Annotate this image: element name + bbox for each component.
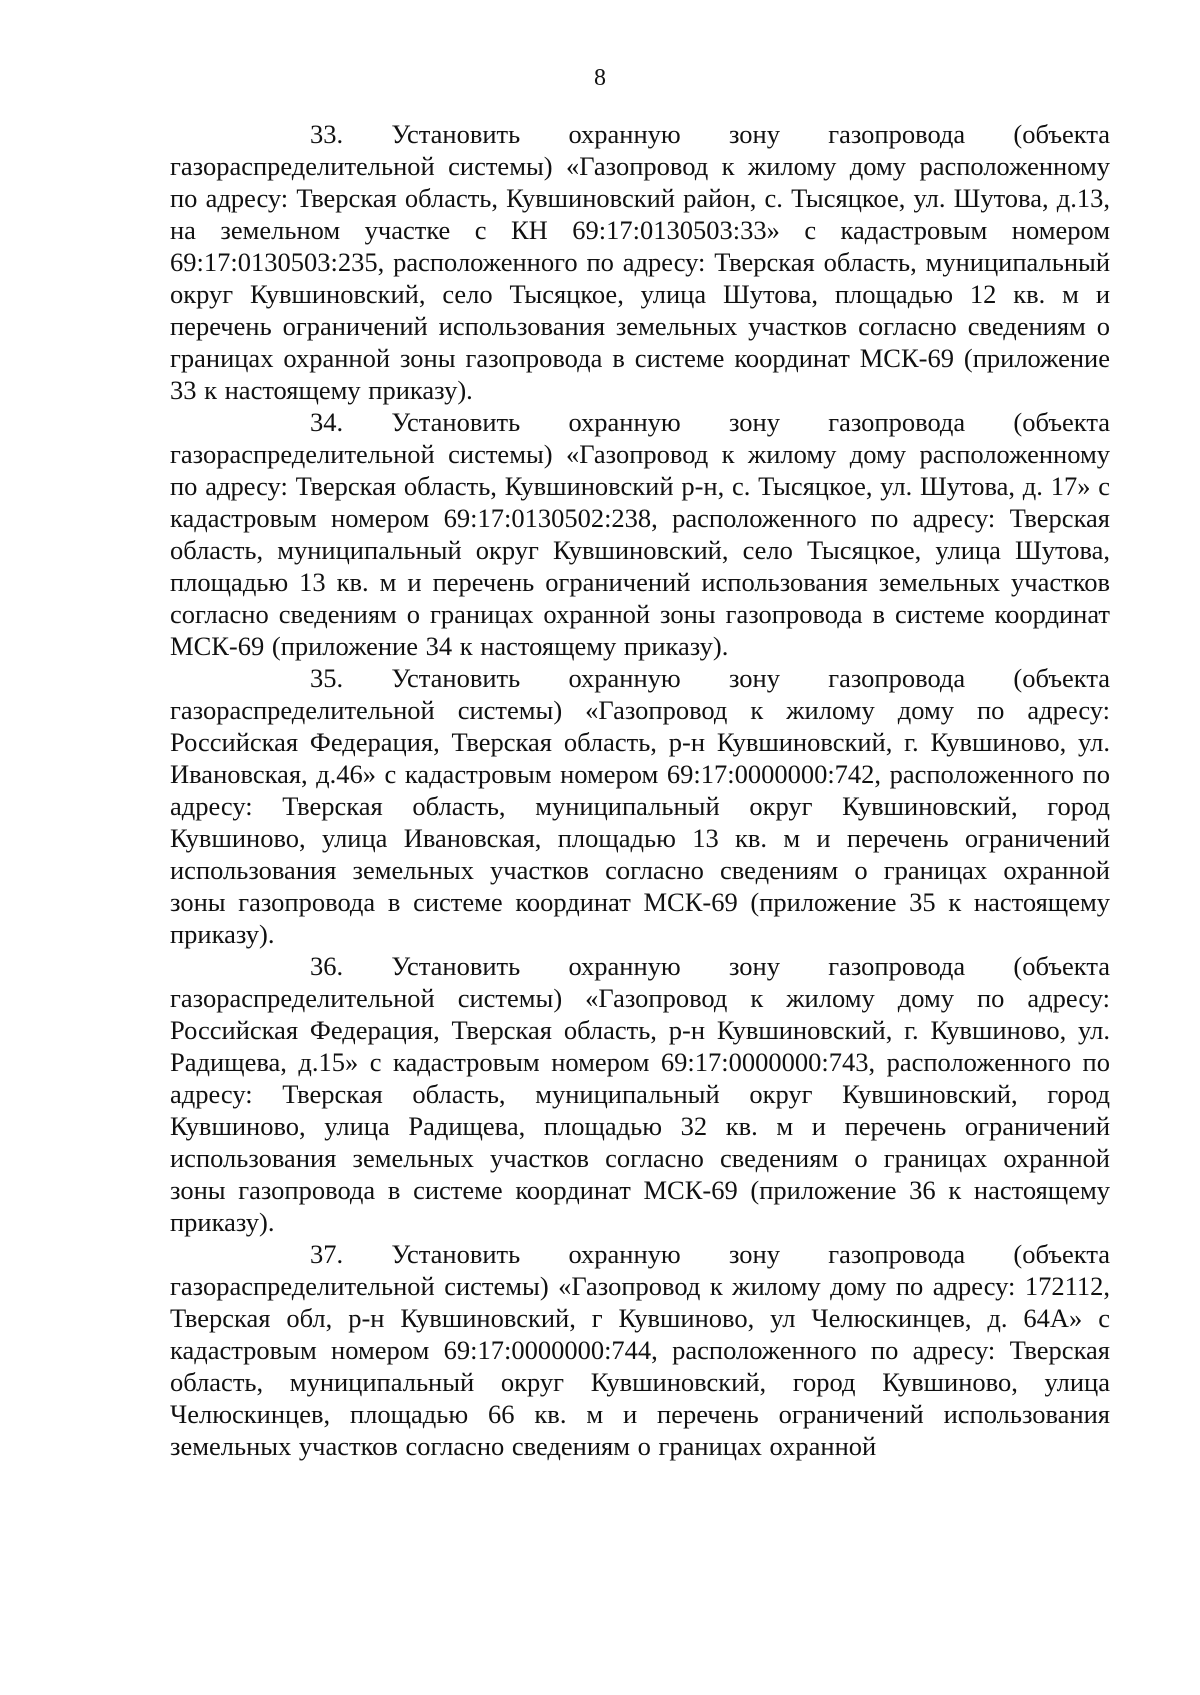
list-item-34 [170, 406, 1110, 662]
item-number: 33. [310, 119, 344, 149]
list-item-35 [170, 662, 1110, 950]
item-text: Установить охранную зону газопровода (объекта газораспределительной системы) «Газопровод к жилому дому по адресу: 172112, Тверская обл, р-н Кувшиновский, г Кувшиново, ул Челюскинцев, д. 64А» с кадастровым номером 69:17:0000000:744, расположенного по адресу: Тверская область, муниципальный округ Кувшиновский, город Кувшиново, улица Челюскинцев, площадью 66 кв. м и перечень ограничений использования земельных участков согласно сведениям о границах охранной [170, 1239, 1110, 1461]
list-item-37 [170, 1238, 1110, 1462]
item-text: Установить охранную зону газопровода (объекта газораспределительной системы) «Газопровод к жилому дому расположенному по адресу: Тверская область, Кувшиновский р-н, с. Тысяцкое, ул. Шутова, д. 17» с кадастровым номером 69:17:0130502:238, расположенного по адресу: Тверская область, муниципальный округ Кувшиновский, село Тысяцкое, улица Шутова, площадью 13 кв. м и перечень ограничений использования земельных участков согласно сведениям о границах охранной зоны газопровода в системе координат МСК-69 (приложение 34 к настоящему приказу). [170, 407, 1110, 661]
item-text: Установить охранную зону газопровода (объекта газораспределительной системы) «Газопровод к жилому дому по адресу: Российская Федерация, Тверская область, р-н Кувшиновский, г. Кувшиново, ул. Радищева, д.15» с кадастровым номером 69:17:0000000:743, расположенного по адресу: Тверская область, муниципальный округ Кувшиновский, город Кувшиново, улица Радищева, площадью 32 кв. м и перечень ограничений использования земельных участков согласно сведениям о границах охранной зоны газопровода в системе координат МСК-69 (приложение 36 к настоящему приказу). [170, 951, 1110, 1237]
page-number: 8 [594, 65, 606, 91]
list-item-36 [170, 950, 1110, 1238]
list-item-33 [170, 118, 1110, 406]
item-number: 36. [310, 951, 344, 981]
item-number: 34. [310, 407, 344, 437]
document-body [170, 118, 1110, 1462]
item-number: 35. [310, 663, 344, 693]
item-number: 37. [310, 1239, 344, 1269]
item-text: Установить охранную зону газопровода (объекта газораспределительной системы) «Газопровод к жилому дому расположенному по адресу: Тверская область, Кувшиновский район, с. Тысяцкое, ул. Шутова, д.13, на земельном участке с КН 69:17:0130503:33» с кадастровым номером 69:17:0130503:235, расположенного по адресу: Тверская область, муниципальный округ Кувшиновский, село Тысяцкое, улица Шутова, площадью 12 кв. м и перечень ограничений использования земельных участков согласно сведениям о границах охранной зоны газопровода в системе координат МСК-69 (приложение 33 к настоящему приказу). [170, 119, 1110, 405]
item-text: Установить охранную зону газопровода (объекта газораспределительной системы) «Газопровод к жилому дому по адресу: Российская Федерация, Тверская область, р-н Кувшиновский, г. Кувшиново, ул. Ивановская, д.46» с кадастровым номером 69:17:0000000:742, расположенного по адресу: Тверская область, муниципальный округ Кувшиновский, город Кувшиново, улица Ивановская, площадью 13 кв. м и перечень ограничений использования земельных участков согласно сведениям о границах охранной зоны газопровода в системе координат МСК-69 (приложение 35 к настоящему приказу). [170, 663, 1110, 949]
